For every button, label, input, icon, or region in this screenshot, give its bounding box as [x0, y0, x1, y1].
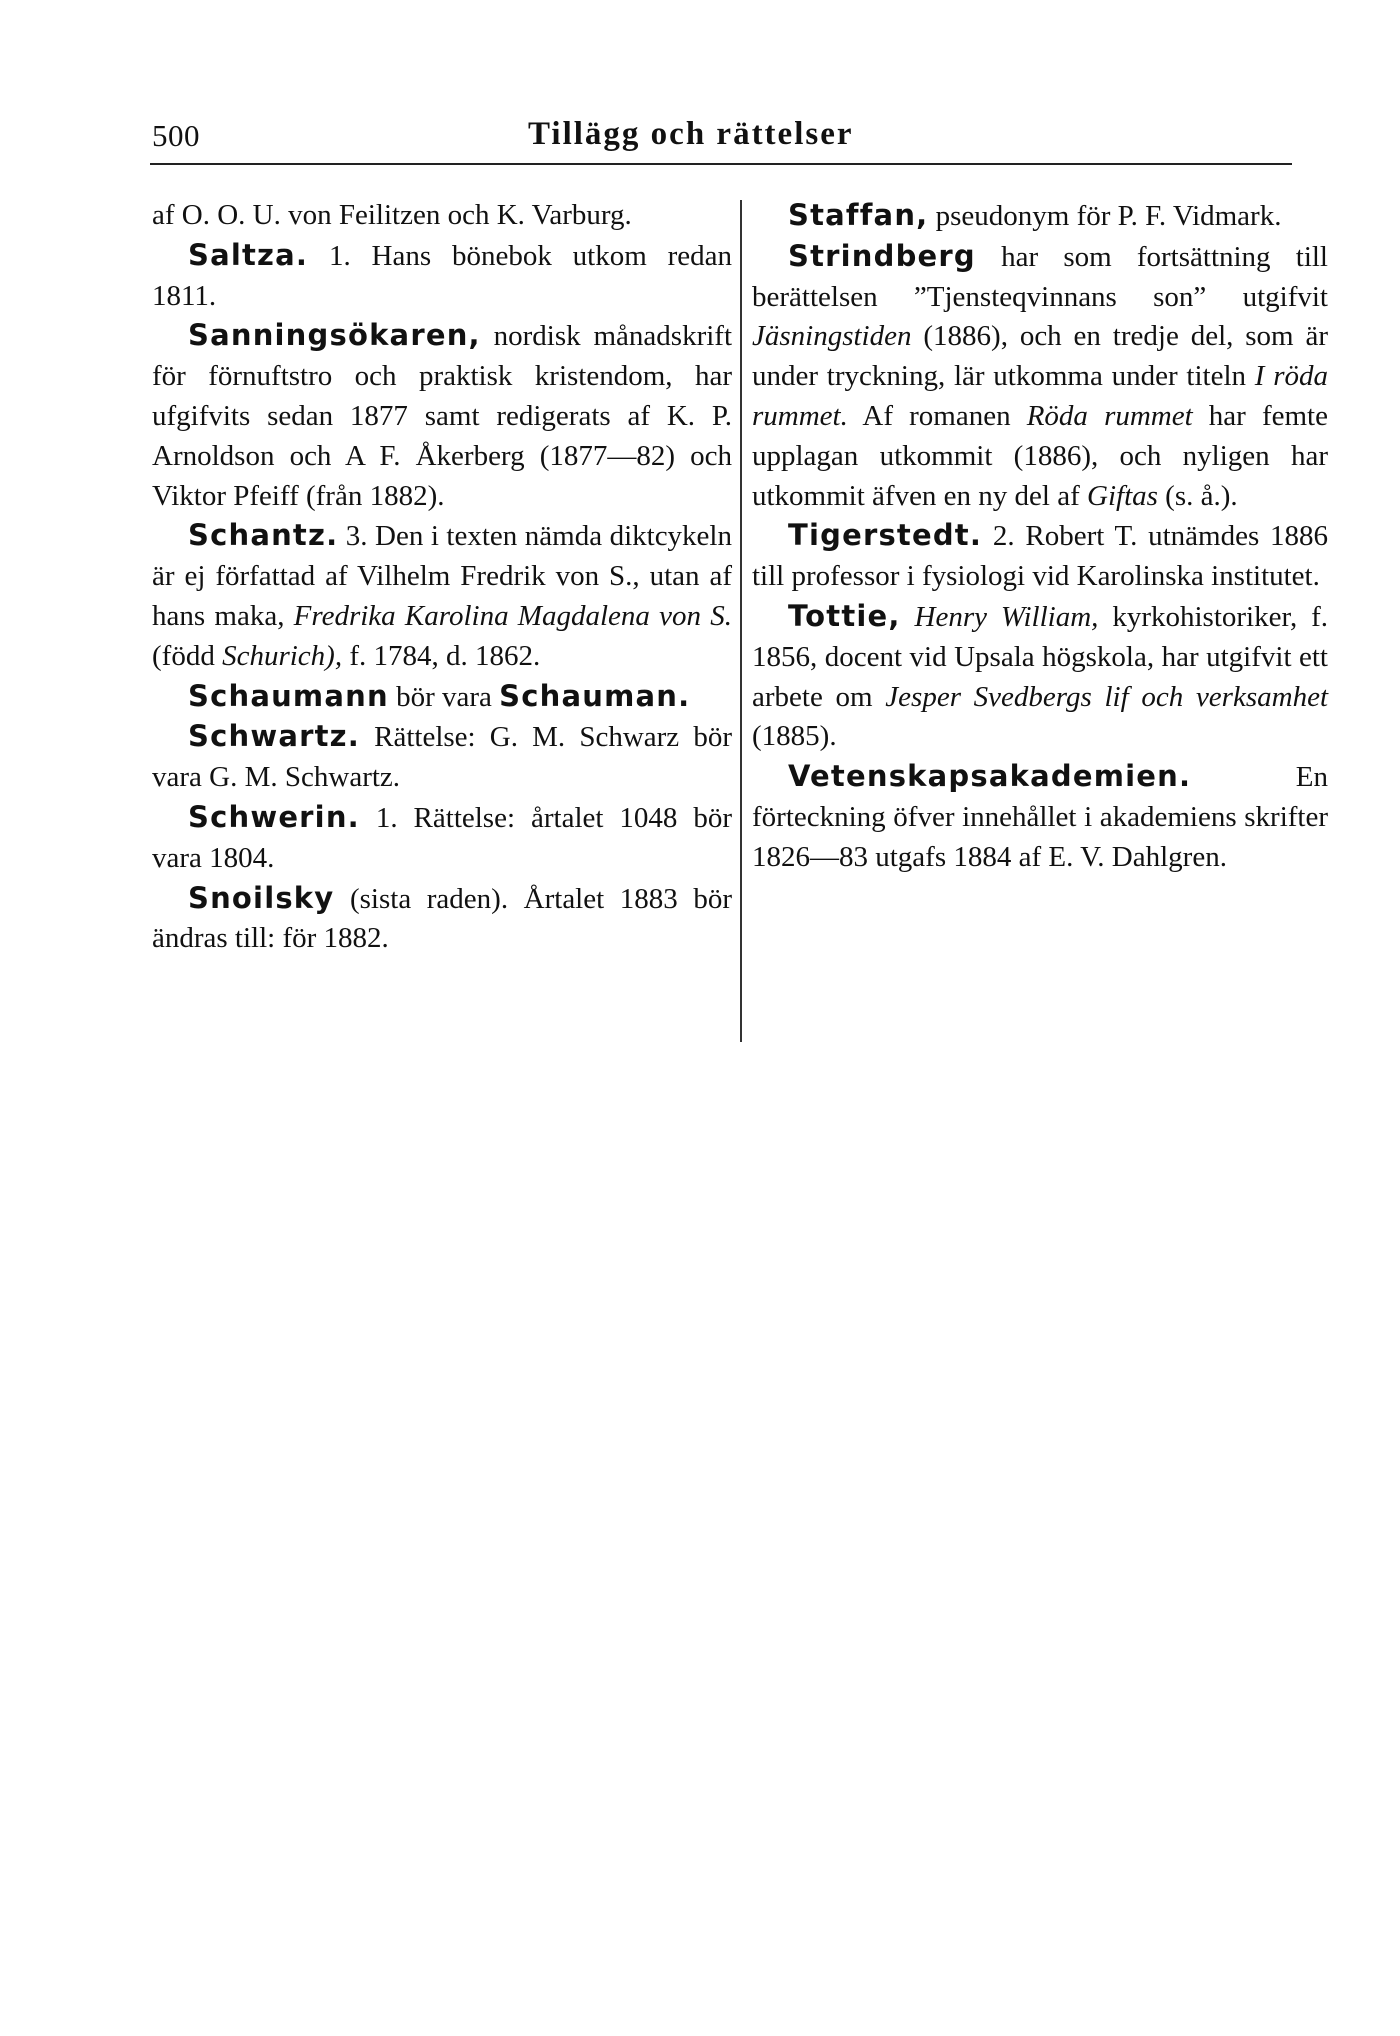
entry-schantz: [152, 516, 732, 676]
entry-text: (född: [152, 639, 223, 672]
entry-text: kyrkohistoriker, f. 1856, docent vid Upsala högskola, har utgifvit ett arbete om: [752, 600, 1329, 713]
italic-text: Jäsningstiden: [752, 320, 912, 353]
entry-strindberg: [752, 237, 1328, 517]
entry-text: En förteckning öfver innehållet i akademiens skrifter 1826—83 utgafs 1884 af E. V. Dahlgren.: [752, 761, 1328, 873]
page-number: 500: [152, 118, 200, 153]
entry-text: (1886), och en tredje del, som är under tryckning, lär utkomma under titeln: [752, 320, 1328, 393]
entry-text: pseudonym för P. F. Vidmark.: [928, 200, 1282, 232]
headword: Snoilsky: [188, 880, 335, 915]
entry-saltza: [152, 236, 732, 317]
entry-text: f. 1784, d. 1862.: [342, 639, 541, 672]
entry-text: 1. Hans bönebok utkom redan 1811.: [152, 239, 732, 312]
column-divider: [740, 200, 742, 1042]
header-rule: [150, 163, 1292, 165]
entry-text: (s. å.).: [1157, 479, 1238, 512]
headword: Staffan,: [788, 198, 929, 232]
left-column: [152, 196, 732, 959]
italic-text: Henry William,: [914, 600, 1099, 633]
italic-text: Schurich),: [222, 639, 343, 672]
headword: Saltza.: [188, 237, 309, 272]
entry-text: [901, 601, 915, 633]
entry-staffan: [752, 196, 1328, 237]
entry-schaumann: [152, 677, 732, 718]
entry-text: 1. Rättelse: årtalet 1048 bör vara 1804.: [152, 801, 732, 874]
entry-snoilsky: [152, 879, 732, 960]
running-title: Tillägg och rättelser: [528, 116, 854, 152]
entry-text: 3. Den i texten nämda diktcykeln är ej författad af Vilhelm Fredrik von S., utan af hans maka,: [152, 520, 732, 632]
entry-tottie: [752, 597, 1328, 757]
italic-text: Röda rummet: [1026, 399, 1193, 432]
entry-text: Af romanen: [847, 399, 1027, 432]
entry-schwartz: [152, 717, 732, 798]
entry-text: har femte upplagan utkommit (1886), och nyligen har utkommit äfven en ny del af: [752, 399, 1328, 512]
entry-tigerstedt: [752, 516, 1328, 597]
entry-schwerin: [152, 798, 732, 879]
headword: Sanningsökaren,: [188, 318, 481, 353]
headword: Schwerin.: [188, 799, 360, 834]
headword: Vetenskapsakademien.: [788, 759, 1192, 794]
entry-text: (1885).: [752, 720, 837, 753]
italic-text: Fredrika Karolina Magdalena von S.: [293, 599, 732, 632]
entry-text: (sista raden). Årtalet 1883 bör ändras till: för 1882.: [152, 882, 732, 955]
entry-text: bör vara: [388, 680, 500, 713]
italic-text: I röda rummet.: [752, 360, 1328, 432]
right-column: [752, 196, 1328, 878]
headword: Strindberg: [788, 238, 976, 273]
headword: Schaumann: [188, 678, 389, 713]
entry-vetenskapsakademien: [752, 757, 1328, 877]
entry-continuation: [152, 196, 732, 236]
italic-text: Giftas: [1087, 479, 1158, 512]
entry-text: Rättelse: G. M. Schwarz bör vara G. M. Schwartz.: [152, 721, 732, 794]
headword: Tottie,: [788, 598, 901, 633]
headword: Schwartz.: [188, 719, 360, 754]
headword: Tigerstedt.: [788, 518, 983, 553]
entry-text: nordisk månadskrift för förnuftstro och praktisk kristendom, har ufgifvits sedan 1877 samt redigerats af K. P. Arnoldson och A F. Åkerberg (1877—82) och Viktor Pfeiff (från 1882).: [152, 320, 732, 512]
entry-sanningsokaren: [152, 316, 732, 516]
entry-text: af O. O. U. von Feilitzen och K. Varburg.: [152, 199, 632, 231]
entry-text: 2. Robert T. utnämdes 1886 till professor i fysiologi vid Karolinska institutet.: [752, 520, 1328, 593]
italic-text: Jesper Svedbergs lif och verksamhet: [885, 680, 1328, 713]
entry-text: har som fortsättning till berättelsen ”Tjensteqvinnans son” utgifvit: [752, 240, 1328, 313]
headword: Schauman.: [499, 678, 691, 713]
headword: Schantz.: [188, 518, 339, 553]
